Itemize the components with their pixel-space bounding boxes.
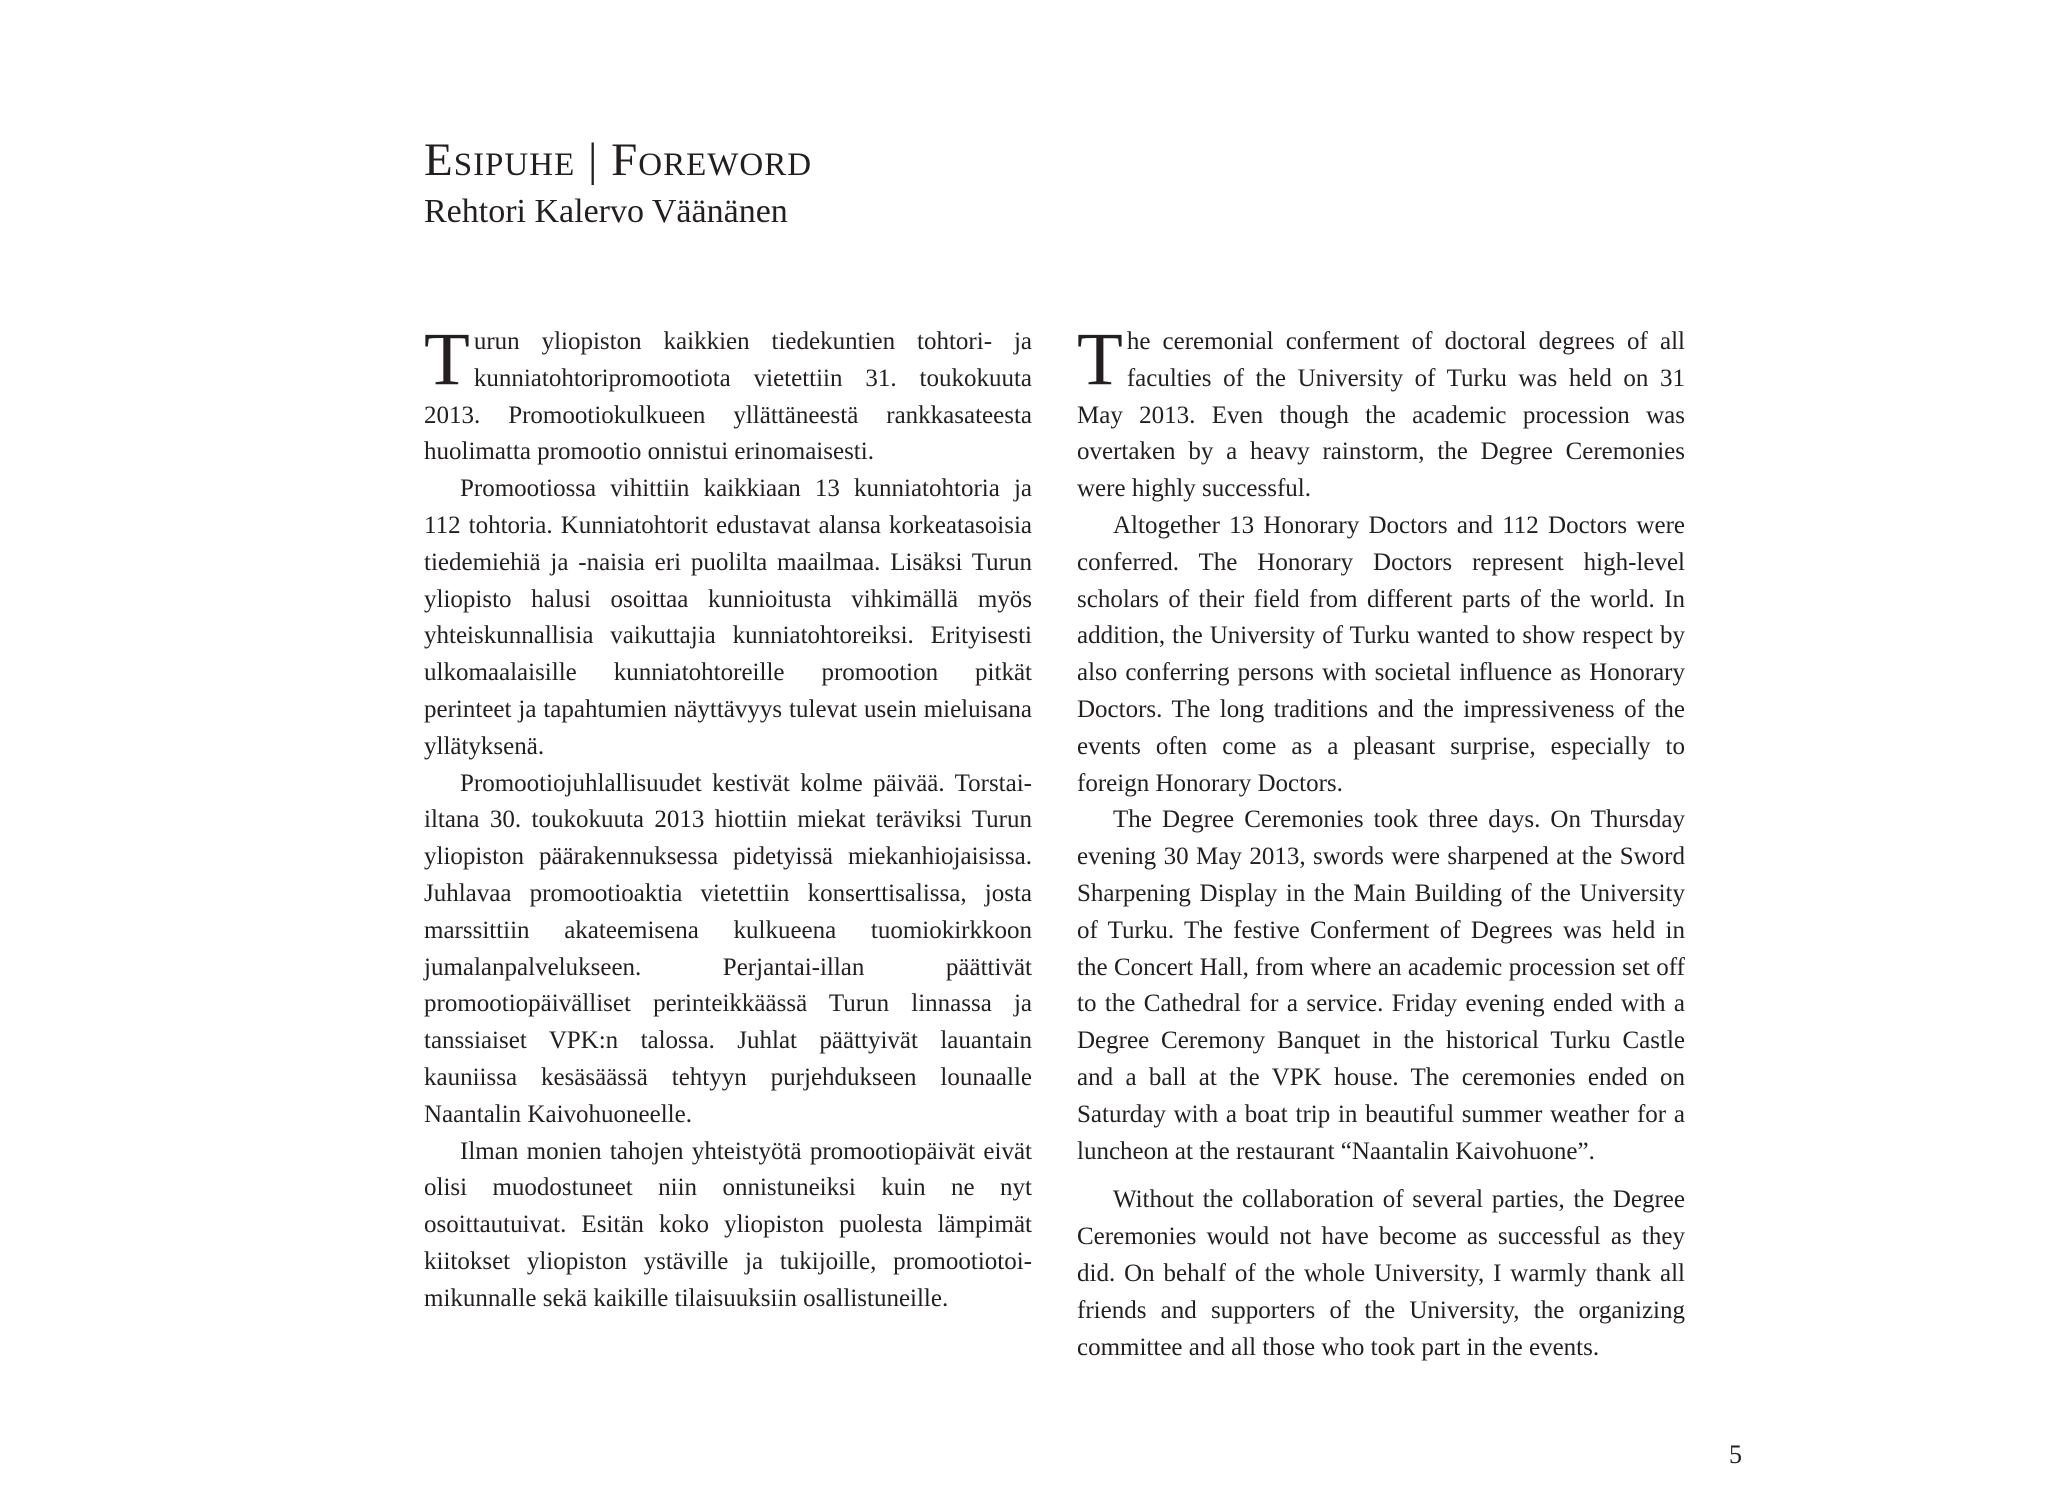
finnish-dropcap: T [424, 318, 470, 401]
page-title: Esipuhe | Foreword [424, 134, 813, 186]
english-paragraph-1-text: he ceremonial conferment of doctoral degrees of all faculties of the University of Turku was held on 31 May 2013. Even though the academic procession was overtaken by a heavy rainstorm, the Degree Ceremonies were highly successful. [1077, 328, 1685, 503]
finnish-paragraph-1 [424, 318, 1032, 471]
finnish-paragraph-3: Promootiojuhlallisuudet kestivät kolme päivää. Torstai-iltana 30. toukokuuta 2013 hiottiin miekat teräviksi Turun yliopiston päärakennuksessa pidetyissä miekanhiojaisissa. Juhlavaa promootioaktia vietettiin konserttisalissa, josta marssittiin akateemisena kulkueena tuomiokirkkoon jumalanpalvelukseen. Perjantai-illan päättivät promootiopäivälliset perinteikkäässä Turun linnassa ja tanssiaiset VPK:n talossa. Juhlat päättyivät lauantain kauniissa kesäsäässä tehtyyn purjehdukseen lounaalle Naantalin Kaivohuoneelle. [424, 769, 1032, 1128]
english-paragraph-3: The Degree Ceremonies took three days. On Thursday evening 30 May 2013, swords were sharpened at the Sword Sharpening Display in the Main Building of the University of Turku. The festive Conferment of Degrees was held in the Concert Hall, from where an academic procession set off to the Cathedral for a service. Friday evening ended with a Degree Ceremony Banquet in the historical Turku Castle and a ball at the VPK house. The ceremonies ended on Saturday with a boat trip in beautiful summer weather for a luncheon at the restaurant “Naantalin Kaivohuone”. [1077, 806, 1685, 1165]
page-header [424, 132, 1724, 236]
english-column [1077, 318, 1685, 1366]
english-dropcap: T [1077, 318, 1123, 401]
finnish-paragraph-2: Promootiossa vihittiin kaikkiaan 13 kunniatohtoria ja 112 tohtoria. Kunniatohtorit edustavat alansa korkeatasoisia tiedemiehiä ja -naisia eri puolilta maailmaa. Lisäksi Turun yliopisto halusi osoittaa kunnioitusta vihkimällä myös yhteiskunnallisia vaikuttajia kunniatohtoreiksi. Erityisesti ulkomaalaisille kunniatohtoreille promootion pitkät perinteet ja tapahtumien näyttävyys tulevat usein mieluisana yllätyksenä. [424, 475, 1032, 760]
finnish-paragraph-4: Ilman monien tahojen yhteistyötä promootiopäivät eivät olisi muodostuneet niin onnistuneiksi kuin ne nyt osoittautuivat. Esitän koko yliopiston puolesta lämpimät kiitokset yliopiston ystäville ja tukijoille, promootiotoimikunnalle sekä kaikille tilaisuuksiin osallistuneille. [424, 1137, 1032, 1312]
page-number: 5 [1729, 1440, 1742, 1469]
english-paragraph-2: Altogether 13 Honorary Doctors and 112 Doctors were conferred. The Honorary Doctors represent high-level scholars of their field from different parts of the world. In addition, the University of Turku wanted to show respect by also conferring persons with societal influence as Honorary Doctors. The long traditions and the impressiveness of the events often come as a pleasant surprise, especially to foreign Honorary Doctors. [1077, 511, 1685, 797]
author-subtitle: Rehtori Kalervo Väänänen [424, 193, 788, 230]
english-paragraph-4: Without the collaboration of several parties, the Degree Ceremonies would not have become as successful as they did. On behalf of the whole University, I warmly thank all friends and supporters of the University, the organizing committee and all those who took part in the events. [1077, 1186, 1685, 1361]
finnish-column [424, 318, 1032, 1318]
english-paragraph-1 [1077, 318, 1685, 508]
finnish-paragraph-1-text: urun yliopiston kaikkien tiedekuntien tohtori- ja kunniatohtoripromootiota vietettiin 31. toukokuuta 2013. Promootiokulkueen yllättäneestä rankkasateesta huolimatta promootio onnistui erinomaisesti. [424, 328, 1032, 466]
